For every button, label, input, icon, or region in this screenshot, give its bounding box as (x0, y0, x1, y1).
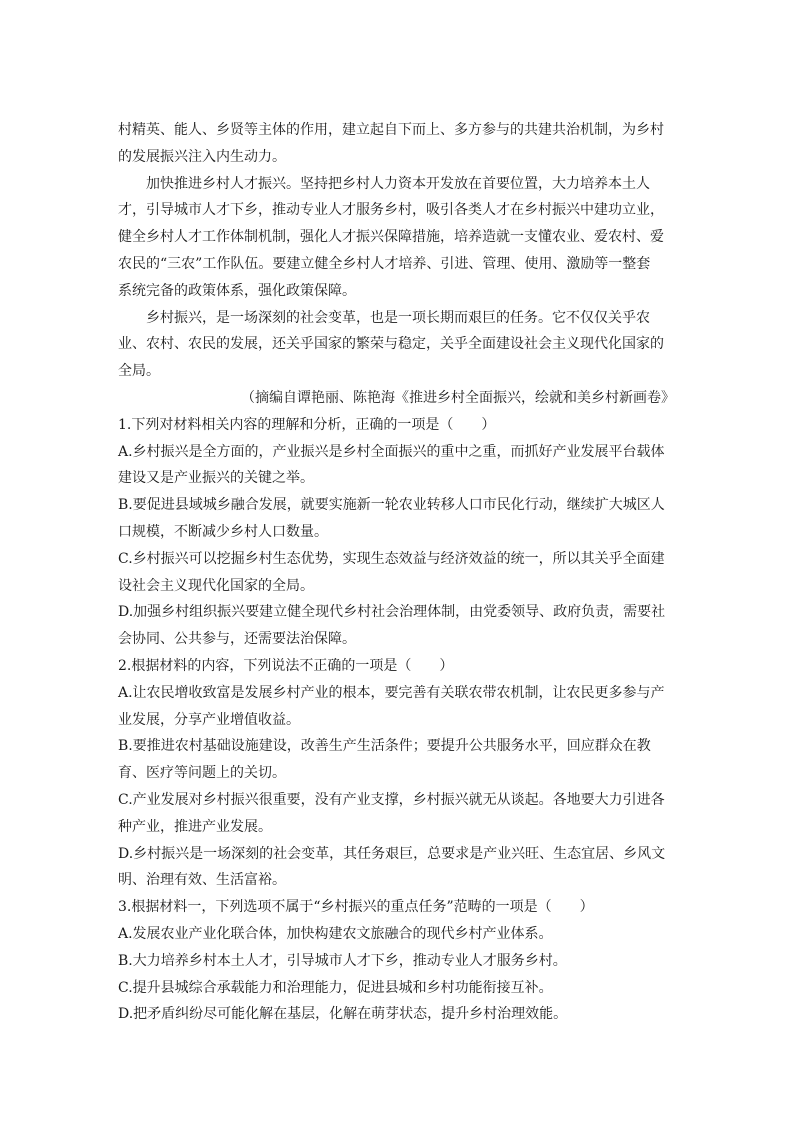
option-d (118, 599, 678, 653)
option-line: A.乡村振兴是全方面的，产业振兴是乡村全面振兴的重中之重，而抓好产业发展平台载体 (118, 443, 665, 460)
text-line: 才，引导城市人才下乡，推动专业人才服务乡村，吸引各类人才在乡村振兴中建功立业， (118, 202, 664, 219)
text-line: 业、农村、农民的发展，还关乎国家的繁荣与稳定，关乎全面建设社会主义现代化国家的 (118, 336, 664, 353)
source-citation: （摘编自谭艳丽、陈艳海《推进乡村全面振兴，绘就和美乡村新画卷》 (241, 389, 675, 406)
question-stem: 1.下列对材料相关内容的理解和分析，正确的一项是（ ） (118, 416, 496, 433)
text-line: 的发展振兴注入内生动力。 (118, 148, 286, 165)
document-content (118, 117, 678, 1028)
option-line: 口规模，不断减少乡村人口数量。 (118, 523, 328, 540)
option-a (118, 439, 678, 493)
passage-paragraph-1 (118, 117, 678, 171)
question-stem: 3.根据材料一，下列选项不属于“乡村振兴的重点任务”范畴的一项是（ ） (118, 899, 594, 916)
passage-paragraph-2 (118, 171, 678, 305)
text-line: 加快推进乡村人才振兴。坚持把乡村人力资本开发放在首要位置，大力培养本土人 (146, 175, 650, 192)
question-stem: 2.根据材料的内容，下列说法不正确的一项是（ ） (118, 657, 454, 674)
option-line: 业发展，分享产业增值收益。 (118, 711, 300, 728)
option-line: A.让农民增收致富是发展乡村产业的根本，要完善有关联农带农机制，让农民更多参与产 (118, 684, 665, 701)
option-d: D.把矛盾纠纷尽可能化解在基层，化解在萌芽状态，提升乡村治理效能。 (118, 1006, 568, 1023)
text-line: 农民的“三农”工作队伍。要建立健全乡村人才培养、引进、管理、使用、激励等一整套 (118, 255, 651, 272)
text-line: 乡村振兴，是一场深刻的社会变革，也是一项长期而艰巨的任务。它不仅仅关乎农 (146, 309, 650, 326)
option-c (118, 787, 678, 841)
option-line: 明、治理有效、生活富裕。 (118, 872, 286, 889)
option-d (118, 841, 678, 895)
option-line: C.乡村振兴可以挖掘乡村生态优势，实现生态效益与经济效益的统一，所以其关乎全面建 (118, 550, 665, 567)
option-b (118, 492, 678, 546)
option-line: 建设又是产业振兴的关键之举。 (118, 470, 314, 487)
option-c: C.提升县城综合承载能力和治理能力，促进县城和乡村功能衔接互补。 (118, 979, 553, 996)
option-b: B.大力培养乡村本土人才，引导城市人才下乡，推动专业人才服务乡村。 (118, 952, 567, 969)
option-line: D.乡村振兴是一场深刻的社会变革，其任务艰巨，总要求是产业兴旺、生态宜居、乡风文 (118, 845, 666, 862)
text-line: 村精英、能人、乡贤等主体的作用，建立起自下而上、多方参与的共建共治机制，为乡村 (118, 122, 664, 138)
option-a (118, 680, 678, 734)
option-line: 育、医疗等问题上的关切。 (118, 765, 286, 782)
option-line: 设社会主义现代化国家的全局。 (118, 577, 314, 594)
option-line: 会协同、公共参与，还需要法治保障。 (118, 631, 356, 648)
option-a: A.发展农业产业化联合体，加快构建农文旅融合的现代乡村产业体系。 (118, 925, 553, 942)
option-b (118, 733, 678, 787)
option-line: C.产业发展对乡村振兴很重要，没有产业支撑，乡村振兴就无从谈起。各地要大力引进各 (118, 791, 665, 808)
question-3 (118, 894, 678, 1028)
option-c (118, 546, 678, 600)
option-line: 种产业，推进产业发展。 (118, 818, 272, 835)
option-line: D.加强乡村组织振兴要建立健全现代乡村社会治理体制，由党委领导、政府负责，需要社 (118, 604, 666, 621)
option-line: B.要促进县域城乡融合发展，就要实施新一轮农业转移人口市民化行动，继续扩大城区人 (118, 497, 665, 514)
question-2 (118, 653, 678, 894)
text-line: 健全乡村人才工作体制机制，强化人才振兴保障措施，培养造就一支懂农业、爱农村、爱 (118, 229, 664, 246)
passage-paragraph-3 (118, 305, 678, 385)
text-line: 系统完备的政策体系，强化政策保障。 (118, 282, 356, 299)
question-1 (118, 412, 678, 653)
option-line: B.要推进农村基础设施建设，改善生产生活条件；要提升公共服务水平，回应群众在教 (118, 738, 651, 755)
text-line: 全局。 (118, 363, 160, 380)
